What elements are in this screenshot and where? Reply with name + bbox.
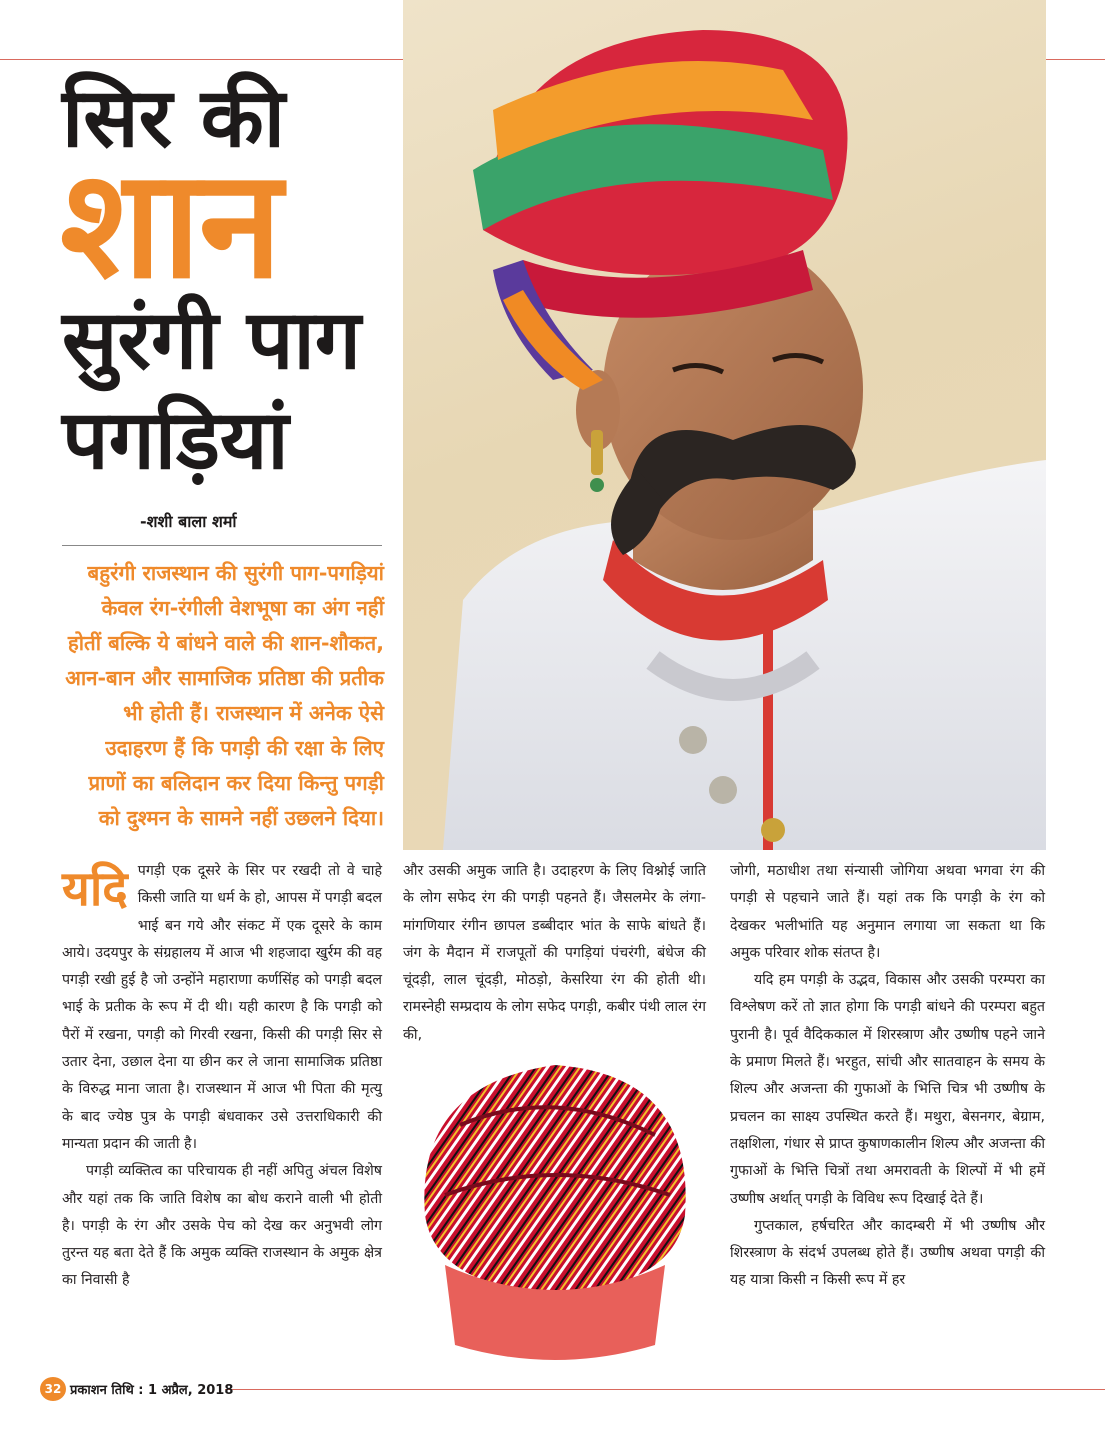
paragraph bbox=[62, 858, 382, 1158]
title-line-3: सुरंगी पाग bbox=[62, 293, 361, 388]
paragraph: गुप्तकाल, हर्षचरित और कादम्बरी में भी उष्णीष और शिरस्त्राण के संदर्भ उपलब्ध होते हैं। उष्णीष अथवा पगड़ी की यह यात्रा किसी न किसी रूप में हर bbox=[730, 1217, 1045, 1289]
turban-portrait-photo bbox=[403, 0, 1046, 850]
paragraph: यदि हम पगड़ी के उद्भव, विकास और उसकी परम्परा का विश्लेषण करें तो ज्ञात होगा कि पगड़ी बांधने की परम्परा बहुत पुरानी है। पूर्व वैदिककाल में शिरस्त्राण और उष्णीष पहने जाने के प्रमाण मिलते हैं। भरहुत, सांची और सातवाहन के समय के शिल्प और अजन्ता की गुफाओं के भित्ति चित्र भी उष्णीष के प्रचलन का साक्ष्य उपस्थित करते हैं। मथुरा, बेसनगर, बेग्राम, तक्षशिला, गंधार से प्राप्त कुषाणकालीन शिल्प और अजन्ता की गुफाओं के भित्ति चित्रों तथा अमरावती के शिल्पों में भी हमें उष्णीष अर्थात् पगड़ी के विविध रूप दिखाई देते हैं। bbox=[730, 972, 1045, 1207]
turban-illustration bbox=[405, 1045, 701, 1367]
title-line-4: पगड़ियां bbox=[62, 393, 289, 488]
body-column-1 bbox=[62, 858, 382, 1295]
paragraph-text: पगड़ी एक दूसरे के सिर पर रखदी तो वे चाहे किसी जाति या धर्म के हो, आपस में पगड़ी बदल भाई बन गये और संकट में एक दूसरे के काम आये। उदयपुर के संग्रहालय में आज भी शहजादा खुर्रम की वह पगड़ी रखी हुई है जो उन्होंने महाराणा कर्णसिंह को पगड़ी बदल भाई के प्रतीक के रूप में दी थी। यही कारण है कि पगड़ी को पैरों में रखना, पगड़ी को गिरवी रखना, किसी की पगड़ी सिर से उतार देना, उछाल देना या छीन कर ले जाना सामाजिक प्रतिष्ठा के विरुद्ध माना जाता है। राजस्थान में आज भी पिता की मृत्यु के बाद ज्येष्ठ पुत्र के पगड़ी बंधवाकर उसे उत्तराधिकारी की मान्यता प्रदान की जाती है। bbox=[62, 863, 382, 1152]
intro-paragraph: बहुरंगी राजस्थान की सुरंगी पाग-पगड़ियां केवल रंग-रंगीली वेशभूषा का अंग नहीं होतीं बल्कि ये बांधने वाले की शान-शौकत, आन-बान और सामाजिक प्रतिष्ठा की प्रतीक भी होती हैं। राजस्थान में अनेक ऐसे उदाहरण हैं कि पगड़ी की रक्षा के लिए प्राणों का बलिदान कर दिया किन्तु पगड़ी को दुश्मन के सामने नहीं उछलने दिया। bbox=[65, 561, 384, 830]
striped-turban-photo bbox=[405, 1045, 701, 1367]
author-byline: -शशी बाला शर्मा bbox=[140, 512, 237, 531]
paragraph: जोगी, मठाधीश तथा संन्यासी जोगिया अथवा भगवा रंग की पगड़ी से पहचाने जाते हैं। यहां तक कि पगड़ी के रंग को देखकर भलीभांति यह अनुमान लगाया जा सकता था कि अमुक परिवार शोक संतप्त है। bbox=[730, 863, 1045, 961]
body-column-2 bbox=[403, 858, 706, 1049]
byline-rule bbox=[62, 545, 382, 546]
paragraph: पगड़ी व्यक्तित्व का परिचायक ही नहीं अपितु अंचल विशेष और यहां तक कि जाति विशेष का बोध कराने वाली भी होती है। पगड़ी के रंग और उसके पेच को देख कर अनुभवी लोग तुरन्त यह बता देते हैं कि अमुक व्यक्ति राजस्थान के अमुक क्षेत्र का निवासी है bbox=[62, 1163, 382, 1289]
body-column-3 bbox=[730, 858, 1045, 1295]
portrait-illustration bbox=[403, 0, 1046, 850]
title-line-1: सिर की bbox=[62, 71, 285, 166]
title-line-2: शान bbox=[60, 138, 281, 312]
publication-date: प्रकाशन तिथि : 1 अप्रैल, 2018 bbox=[70, 1383, 234, 1398]
footer-rule bbox=[225, 1389, 1105, 1390]
page-number-badge: 32 bbox=[40, 1377, 66, 1401]
dropcap: यदि bbox=[62, 861, 128, 917]
paragraph: और उसकी अमुक जाति है। उदाहरण के लिए विश्नोई जाति के लोग सफेद रंग की पगड़ी पहनते हैं। जैसलमेर के लंगा-मांगणियार रंगीन छापल डब्बीदार भांत के साफे बांधते हैं। जंग के मैदान में राजपूतों की पगड़ियां पंचरंगी, बंधेज की चूंदड़ी, लाल चूंदड़ी, मोठड़ो, केसरिया रंग की होती थी। रामस्नेही सम्प्रदाय के लोग सफेद पगड़ी, कबीर पंथी लाल रंग की, bbox=[403, 863, 706, 1043]
